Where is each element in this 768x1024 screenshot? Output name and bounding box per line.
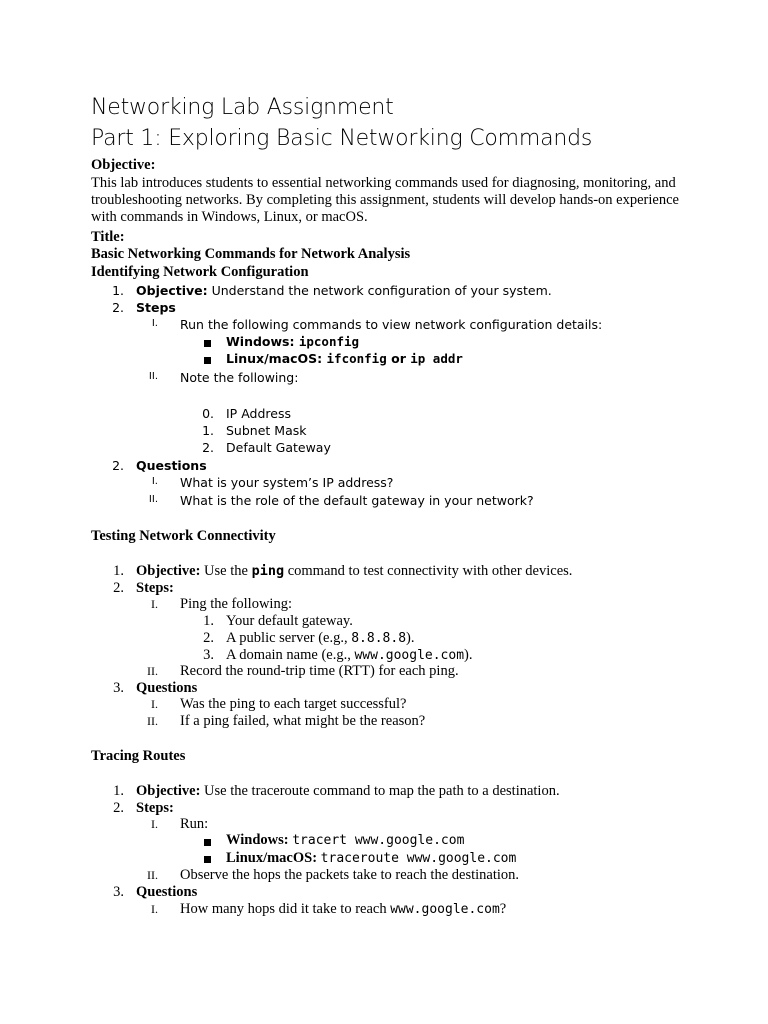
ping-target bbox=[226, 630, 415, 647]
questions-label: Questions bbox=[136, 884, 198, 900]
step-text: Observe the hops the packets take to reach the destination. bbox=[180, 867, 520, 883]
ping-target-pre: A domain name (e.g., bbox=[226, 647, 355, 663]
question-text bbox=[180, 901, 506, 918]
tracert-code: tracert www.google.com bbox=[292, 833, 465, 848]
linux-label: Linux/macOS: bbox=[226, 850, 321, 866]
windows-label: Windows: bbox=[226, 334, 299, 349]
public-server-code: 8.8.8.8 bbox=[351, 631, 407, 646]
questions-label: Questions bbox=[136, 458, 207, 473]
linux-command bbox=[226, 850, 516, 867]
ping-target: Your default gateway. bbox=[226, 613, 353, 629]
windows-command bbox=[226, 832, 464, 849]
objective-text-post: command to test connectivity with other devices. bbox=[284, 563, 573, 579]
question-text: Was the ping to each target successful? bbox=[180, 696, 407, 712]
ifconfig-code: ifconfig bbox=[326, 351, 387, 366]
list-marker: I. bbox=[151, 902, 158, 916]
objective-label: Objective: bbox=[91, 157, 156, 173]
note-item: Default Gateway bbox=[226, 440, 331, 455]
step-text: Note the following: bbox=[180, 370, 299, 385]
list-marker: I. bbox=[151, 817, 158, 831]
question-text: What is the role of the default gateway in your network? bbox=[180, 493, 534, 508]
list-marker: 2. bbox=[202, 440, 214, 455]
domain-code: www.google.com bbox=[354, 648, 465, 663]
domain-code: www.google.com bbox=[390, 902, 500, 917]
or-text: or bbox=[386, 351, 411, 366]
steps-label: Steps: bbox=[136, 800, 174, 816]
title-label: Title: bbox=[91, 229, 125, 245]
section1-heading: Identifying Network Configuration bbox=[91, 264, 309, 280]
objective-label: Objective: bbox=[136, 783, 201, 799]
section1-objective bbox=[136, 283, 552, 298]
list-marker: 0. bbox=[202, 406, 214, 421]
step-text: Run the following commands to view network configuration details: bbox=[180, 317, 603, 332]
traceroute-code: traceroute www.google.com bbox=[320, 851, 517, 866]
list-marker: II. bbox=[148, 494, 158, 505]
objective-label: Objective: bbox=[136, 563, 201, 579]
bullet-icon bbox=[204, 839, 211, 846]
list-marker: I. bbox=[151, 318, 158, 329]
step-text: Ping the following: bbox=[180, 596, 292, 612]
steps-label: Steps bbox=[136, 300, 176, 315]
list-marker: 1. bbox=[202, 423, 214, 438]
list-marker: I. bbox=[151, 476, 158, 487]
document-title: Networking Lab Assignment bbox=[91, 95, 394, 120]
note-item: IP Address bbox=[226, 406, 291, 421]
questions-label: Questions bbox=[136, 680, 198, 696]
windows-label: Windows: bbox=[226, 832, 293, 848]
list-marker: 1. bbox=[112, 283, 124, 298]
step-text: Record the round-trip time (RTT) for each ping. bbox=[180, 663, 459, 679]
list-marker: 2. bbox=[203, 630, 214, 646]
ip-addr-code: ip addr bbox=[410, 351, 463, 366]
bullet-icon bbox=[204, 856, 211, 863]
section2-heading: Testing Network Connectivity bbox=[91, 528, 276, 544]
list-marker: II. bbox=[147, 714, 158, 728]
linux-command bbox=[226, 351, 463, 366]
list-marker: 3. bbox=[113, 884, 124, 900]
objective-text: Use the traceroute command to map the path to a destination. bbox=[200, 783, 560, 799]
list-marker: 2. bbox=[113, 580, 124, 596]
objective-paragraph: This lab introduces students to essential networking commands used for diagnosing, monitoring, and troubleshooting networks. By completing this assignment, students will develop hands-on experience with commands in Windows, Linux, or macOS. bbox=[91, 175, 679, 225]
question-text: What is your system’s IP address? bbox=[180, 475, 394, 490]
question-pre: How many hops did it take to reach bbox=[180, 901, 391, 917]
list-marker: 1. bbox=[203, 613, 214, 629]
bullet-icon bbox=[204, 357, 211, 364]
bullet-icon bbox=[204, 340, 211, 347]
objective-text: Understand the network configuration of your system. bbox=[207, 283, 552, 298]
ping-target-post: ). bbox=[464, 647, 473, 663]
note-item: Subnet Mask bbox=[226, 423, 307, 438]
section2-objective bbox=[136, 563, 572, 580]
list-marker: II. bbox=[147, 664, 158, 678]
step-text: Run: bbox=[180, 816, 209, 832]
list-marker: 3. bbox=[203, 647, 214, 663]
list-marker: II. bbox=[147, 868, 158, 882]
list-marker: I. bbox=[151, 597, 158, 611]
list-marker: 2. bbox=[112, 300, 124, 315]
list-marker: 1. bbox=[113, 783, 124, 799]
steps-label: Steps: bbox=[136, 580, 174, 596]
ipconfig-code: ipconfig bbox=[298, 334, 360, 349]
list-marker: 1. bbox=[113, 563, 124, 579]
list-marker: I. bbox=[151, 697, 158, 711]
question-text: If a ping failed, what might be the reason? bbox=[180, 713, 426, 729]
objective-label: Objective: bbox=[136, 283, 208, 298]
ping-target-post: ). bbox=[406, 630, 415, 646]
list-marker: 2. bbox=[113, 800, 124, 816]
question-post: ? bbox=[499, 901, 507, 917]
ping-code: ping bbox=[251, 563, 285, 579]
linux-label: Linux/macOS: bbox=[226, 351, 327, 366]
part-heading: Part 1: Exploring Basic Networking Commands bbox=[91, 126, 593, 151]
ping-target bbox=[226, 647, 473, 664]
list-marker: 3. bbox=[113, 680, 124, 696]
objective-text-pre: Use the bbox=[200, 563, 252, 579]
ping-target-pre: A public server (e.g., bbox=[226, 630, 352, 646]
list-marker: 2. bbox=[112, 458, 124, 473]
list-marker: II. bbox=[148, 371, 158, 382]
section3-heading: Tracing Routes bbox=[91, 748, 186, 764]
title-text: Basic Networking Commands for Network Analysis bbox=[91, 246, 411, 262]
windows-command bbox=[226, 334, 359, 349]
section3-objective bbox=[136, 783, 560, 800]
